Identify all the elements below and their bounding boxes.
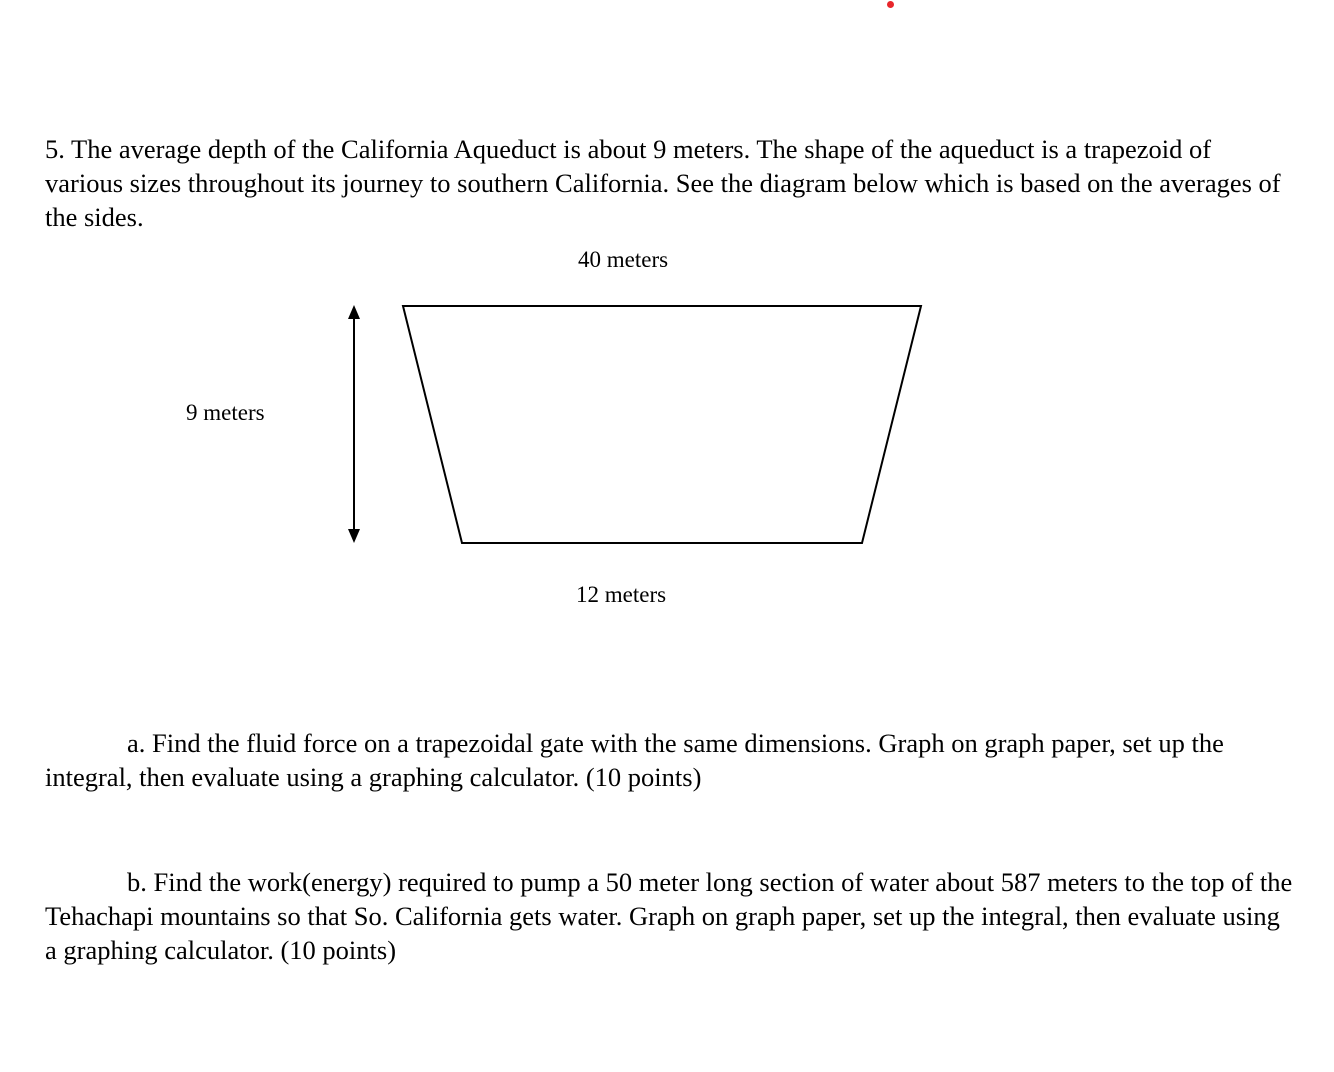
depth-arrow-down-head	[348, 529, 360, 543]
bottom-width-label: 12 meters	[576, 582, 667, 607]
part-a-text: a. Find the fluid force on a trapezoidal gate with the same dimensions. Graph on graph paper, set up the integral, then evaluate using a graphing calculator. (10 points)	[45, 728, 1224, 792]
trapezoid-shape	[403, 306, 921, 543]
depth-label: 9 meters	[186, 400, 265, 425]
part-a-question	[45, 726, 1295, 794]
part-b-question	[45, 865, 1295, 967]
top-width-label: 40 meters	[578, 247, 669, 272]
part-b-text: b. Find the work(energy) required to pump a 50 meter long section of water about 587 meters to the top of the Tehachapi mountains so that So. California gets water. Graph on graph paper, set up the integral, then evaluate using a graphing calculator. (10 points)	[45, 867, 1293, 965]
depth-arrow-up-head	[348, 305, 360, 319]
problem-intro: 5. The average depth of the California Aqueduct is about 9 meters. The shape of the aqueduct is a trapezoid of various sizes throughout its journey to southern California. See the diagram below which is based on the averages of the sides.	[45, 134, 1281, 232]
